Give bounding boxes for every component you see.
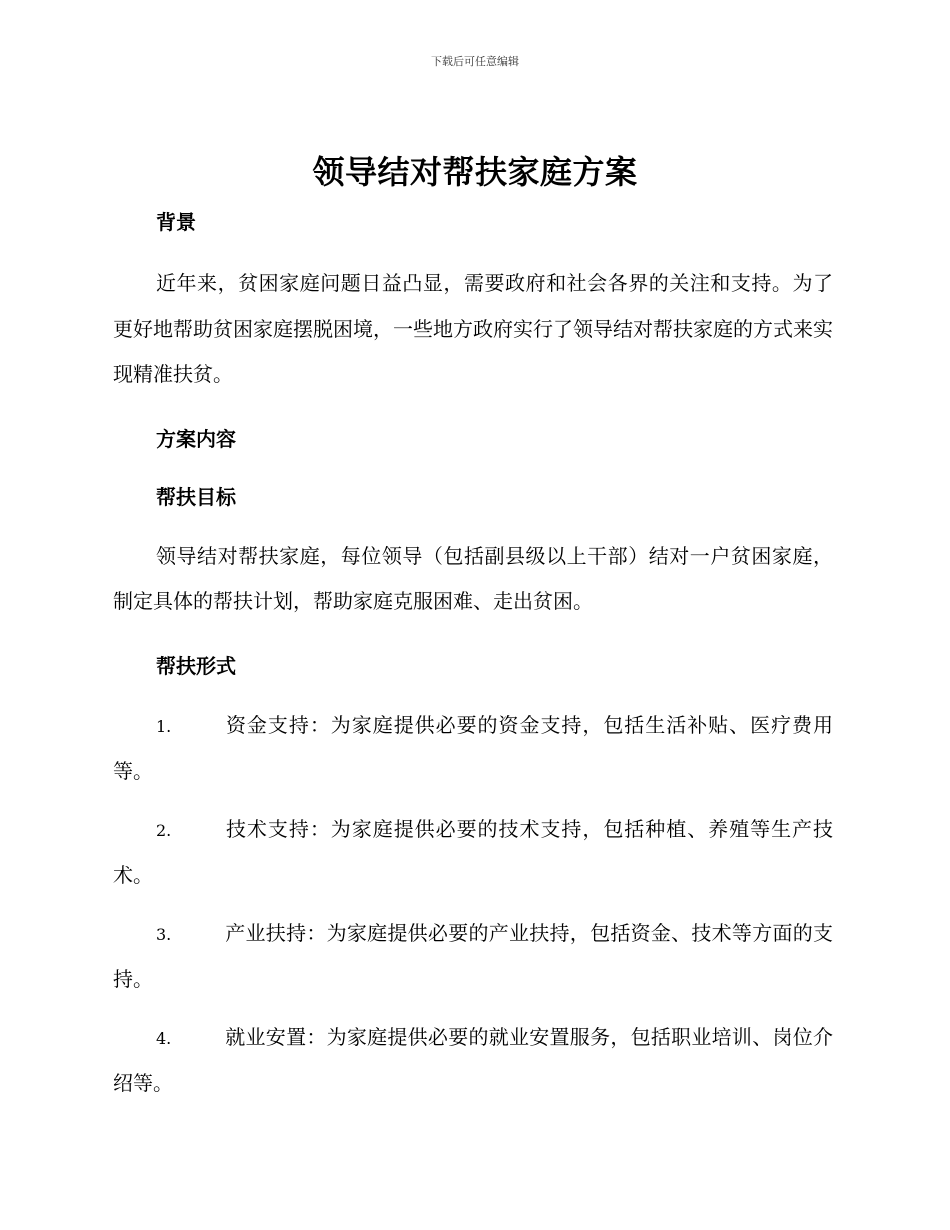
- goal-paragraph: 领导结对帮扶家庭，每位领导（包括副县级以上干部）结对一户贫困家庭，制定具体的帮扶计划，帮助家庭克服困难、走出贫困。: [113, 543, 833, 613]
- list-item: [113, 703, 833, 795]
- document-title: 领导结对帮扶家庭方案: [312, 153, 638, 191]
- section-heading-goal: 帮扶目标: [156, 484, 236, 509]
- section-heading-form: 帮扶形式: [156, 653, 236, 678]
- document-body: [113, 205, 833, 1107]
- list-item-number: 3.: [156, 924, 172, 944]
- list-item-text: 技术支持：为家庭提供必要的技术支持，包括种植、养殖等生产技术。: [113, 816, 833, 887]
- section-heading-background: 背景: [156, 210, 196, 234]
- list-item: [113, 1015, 833, 1107]
- background-paragraph: 近年来，贫困家庭问题日益凸显，需要政府和社会各界的关注和支持。为了更好地帮助贫困家庭摆脱困境，一些地方政府实行了领导结对帮扶家庭的方式来实现精准扶贫。: [113, 271, 833, 386]
- list-item-number: 1.: [156, 716, 172, 736]
- header-note: 下载后可任意编辑: [431, 55, 519, 68]
- list-item: [113, 911, 833, 1003]
- list-item-text: 资金支持：为家庭提供必要的资金支持，包括生活补贴、医疗费用等。: [113, 712, 833, 783]
- list-item-number: 2.: [156, 820, 172, 840]
- list-item-number: 4.: [156, 1028, 172, 1048]
- section-heading-plan: 方案内容: [156, 426, 236, 451]
- list-item-text: 产业扶持：为家庭提供必要的产业扶持，包括资金、技术等方面的支持。: [113, 920, 833, 991]
- list-item: [113, 807, 833, 899]
- list-item-text: 就业安置：为家庭提供必要的就业安置服务，包括职业培训、岗位介绍等。: [113, 1024, 833, 1095]
